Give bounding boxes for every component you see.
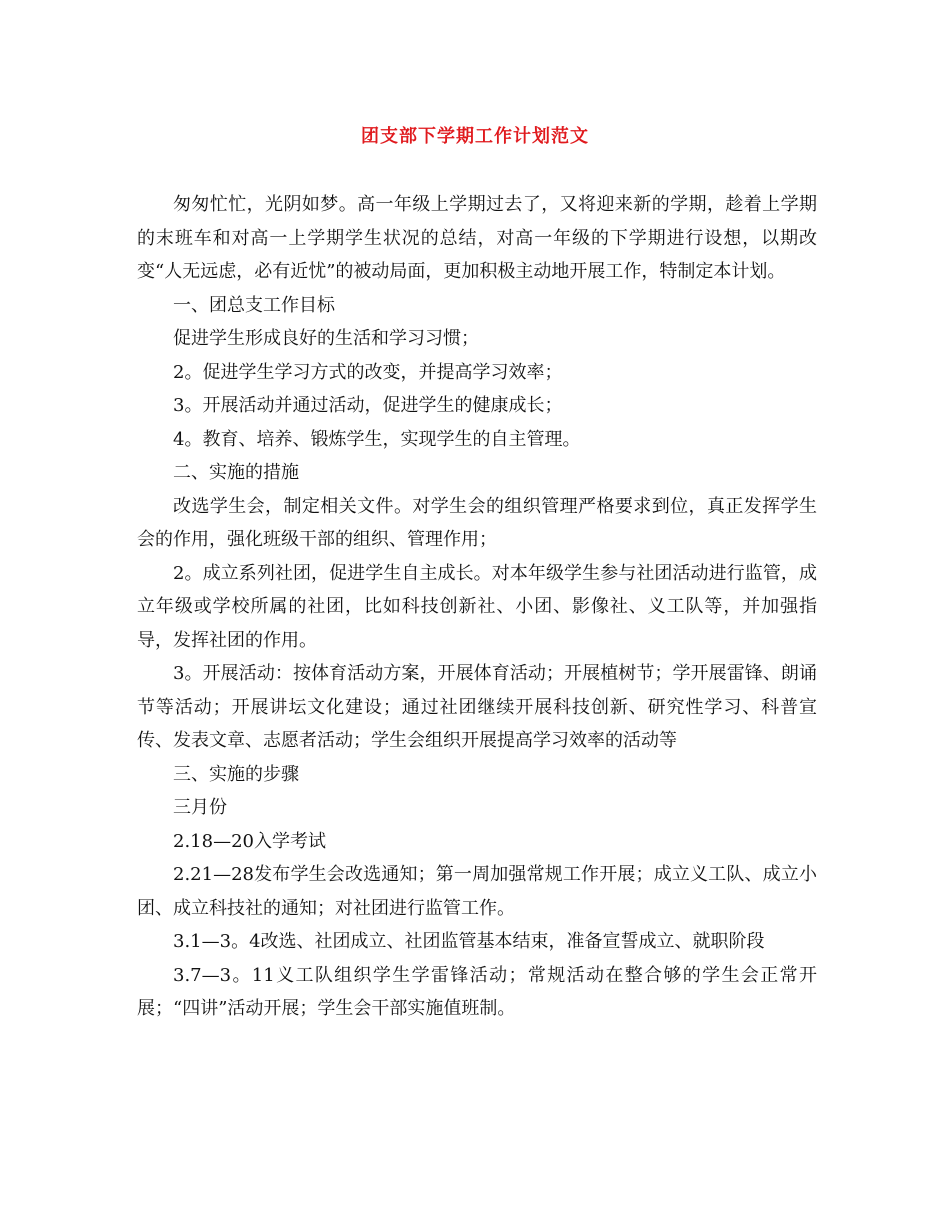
goal-item: 4。教育、培养、锻炼学生，实现学生的自主管理。 [173, 428, 581, 450]
goal-item: 促进学生形成良好的生活和学习习惯； [173, 328, 479, 349]
goal-item: 2。促进学生学习方式的改变，并提高学习效率； [173, 361, 563, 383]
schedule-item: 3.7—3。11义工队组织学生学雷锋活动；常规活动在整合够的学生会正常开展；“四讲”活动开展；学生会干部实施值班制。 [137, 964, 817, 1019]
measure-item: 3。开展活动：按体育活动方案，开展体育活动；开展植树节；学开展雷锋、朗诵节等活动；开展讲坛文化建设；通过社团继续开展科技创新、研究性学习、科普宣传、发表文章、志愿者活动；学生会组织开展提高学习效率的活动等 [137, 663, 817, 751]
document-title: 团支部下学期工作计划范文 [361, 126, 589, 147]
document-body [137, 188, 817, 1026]
section-heading-measures: 二、实施的措施 [173, 462, 299, 483]
schedule-item: 3.1—3。4改选、社团成立、社团监管基本结束，准备宣誓成立、就职阶段 [173, 931, 765, 952]
intro-paragraph: 匆匆忙忙，光阴如梦。高一年级上学期过去了，又将迎来新的学期，趁着上学期的末班车和对高一上学期学生状况的总结，对高一年级的下学期进行设想，以期改变“人无远虑，必有近忧”的被动局面，更加积极主动地开展工作，特制定本计划。 [137, 194, 817, 282]
measure-item: 2。成立系列社团，促进学生自主成长。对本年级学生参与社团活动进行监管，成立年级或学校所属的社团，比如科技创新社、小团、影像社、义工队等，并加强指导，发挥社团的作用。 [137, 562, 817, 651]
schedule-item: 2.18—20入学考试 [173, 830, 326, 852]
section-heading-goals: 一、团总支工作目标 [173, 294, 335, 316]
goal-item: 3。开展活动并通过活动，促进学生的健康成长； [173, 395, 563, 416]
month-label: 三月份 [173, 797, 227, 818]
measure-item: 改选学生会，制定相关文件。对学生会的组织管理严格要求到位，真正发挥学生会的作用，强化班级干部的组织、管理作用； [137, 495, 817, 550]
section-heading-steps: 三、实施的步骤 [173, 763, 299, 785]
schedule-item: 2.21—28发布学生会改选通知；第一周加强常规工作开展；成立义工队、成立小团、成立科技社的通知；对社团进行监管工作。 [137, 864, 817, 919]
